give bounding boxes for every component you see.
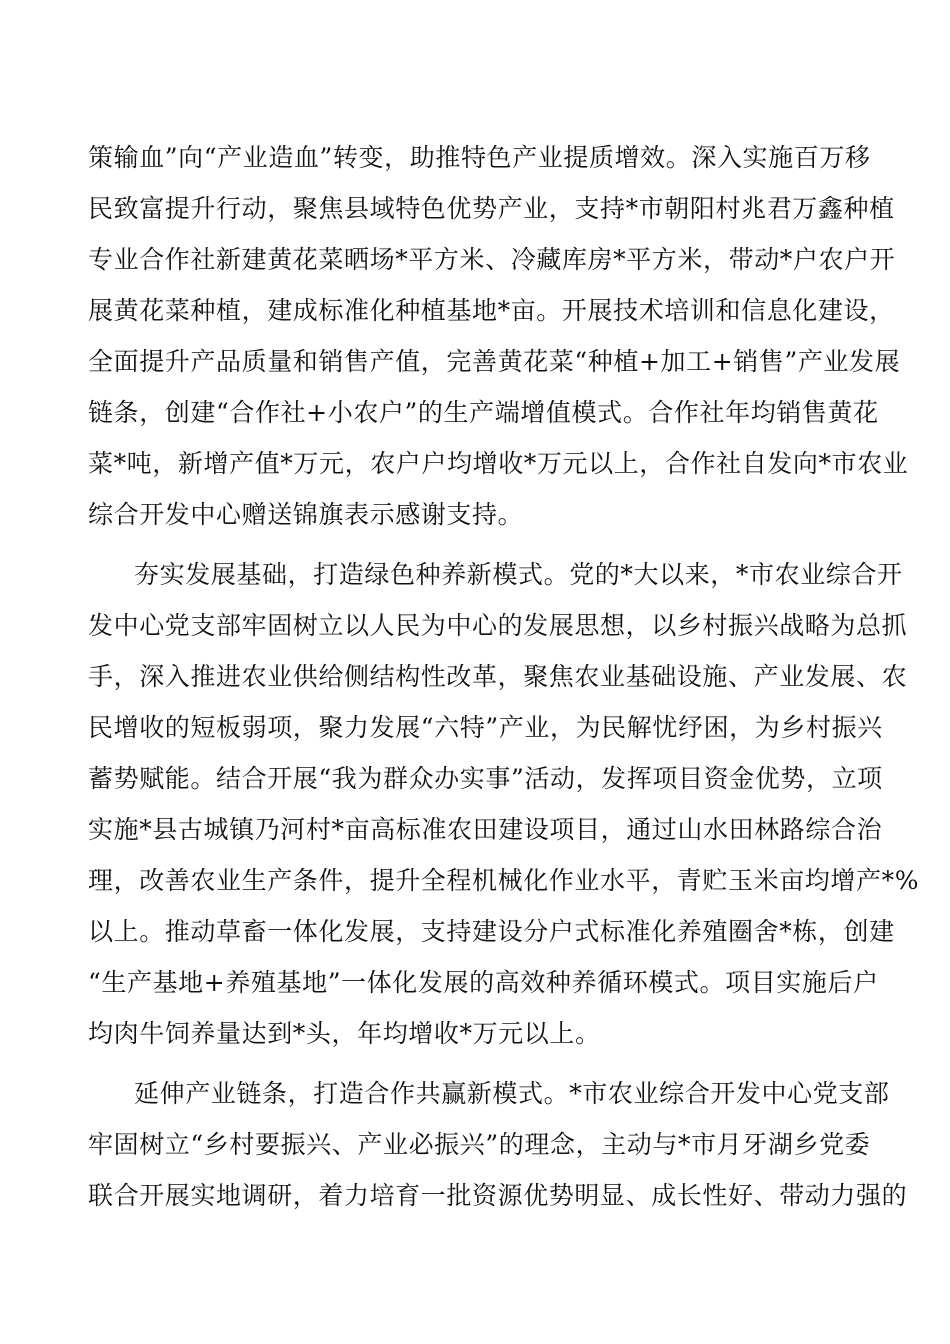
- text-line: 实施*县古城镇乃河村*亩高标准农田建设项目，通过山水田林路综合治: [88, 815, 883, 844]
- text-line: 全面提升产品质量和销售产值，完善黄花菜“种植+加工+销售”产业发展: [88, 347, 901, 376]
- text-line: 理，改善农业生产条件，提升全程机械化作业水平，青贮玉米亩均增产*%: [88, 866, 920, 895]
- text-line: 延伸产业链条，打造合作共赢新模式。*市农业综合开发中心党支部: [134, 1079, 890, 1108]
- text-line: 夯实发展基础，打造绿色种养新模式。党的*大以来，*市农业综合开: [134, 560, 903, 589]
- paragraph-3: [88, 1068, 908, 1221]
- paragraph-2: [88, 549, 920, 1059]
- text-line: 蓄势赋能。结合开展“我为群众办实事”活动，发挥项目资金优势，立项: [88, 764, 883, 793]
- text-line: 策输血”向“产业造血”转变，助推特色产业提质增效。深入实施百万移: [88, 143, 871, 172]
- text-line: 发中心党支部牢固树立以人民为中心的发展思想，以乡村振兴战略为总抓: [88, 611, 908, 640]
- text-line: 综合开发中心赠送锦旗表示感谢支持。: [88, 500, 524, 529]
- text-line: 牢固树立“乡村要振兴、产业必振兴”的理念，主动与*市月牙湖乡党委: [88, 1130, 871, 1159]
- text-line: 手，深入推进农业供给侧结构性改革，聚焦农业基础设施、产业发展、农: [88, 662, 908, 691]
- text-line: 专业合作社新建黄花菜晒场*平方米、冷藏库房*平方米，带动*户农户开: [88, 245, 896, 274]
- text-line: 民致富提升行动，聚焦县域特色优势产业，支持*市朝阳村兆君万鑫种植: [88, 194, 895, 223]
- text-line: 展黄花菜种植，建成标准化种植基地*亩。开展技术培训和信息化建设，: [88, 296, 895, 325]
- document-body: [88, 132, 920, 1221]
- text-line: 联合开展实地调研，着力培育一批资源优势明显、成长性好、带动力强的: [88, 1181, 908, 1210]
- text-line: 链条，创建“合作社+小农户”的生产端增值模式。合作社年均销售黄花: [88, 398, 879, 427]
- text-line: 均肉牛饲养量达到*头，年均增收*万元以上。: [88, 1019, 601, 1048]
- text-line: 民增收的短板弱项，聚力发展“六特”产业，为民解忧纾困，为乡村振兴: [88, 713, 883, 742]
- text-line: 菜*吨，新增产值*万元，农户户均增收*万元以上，合作社自发向*市农业: [88, 449, 909, 478]
- paragraph-1: [88, 132, 909, 540]
- text-line: 以上。推动草畜一体化发展，支持建设分户式标准化养殖圈舍*栋，创建: [88, 917, 895, 946]
- text-line: “生产基地+养殖基地”一体化发展的高效种养循环模式。项目实施后户: [88, 968, 879, 997]
